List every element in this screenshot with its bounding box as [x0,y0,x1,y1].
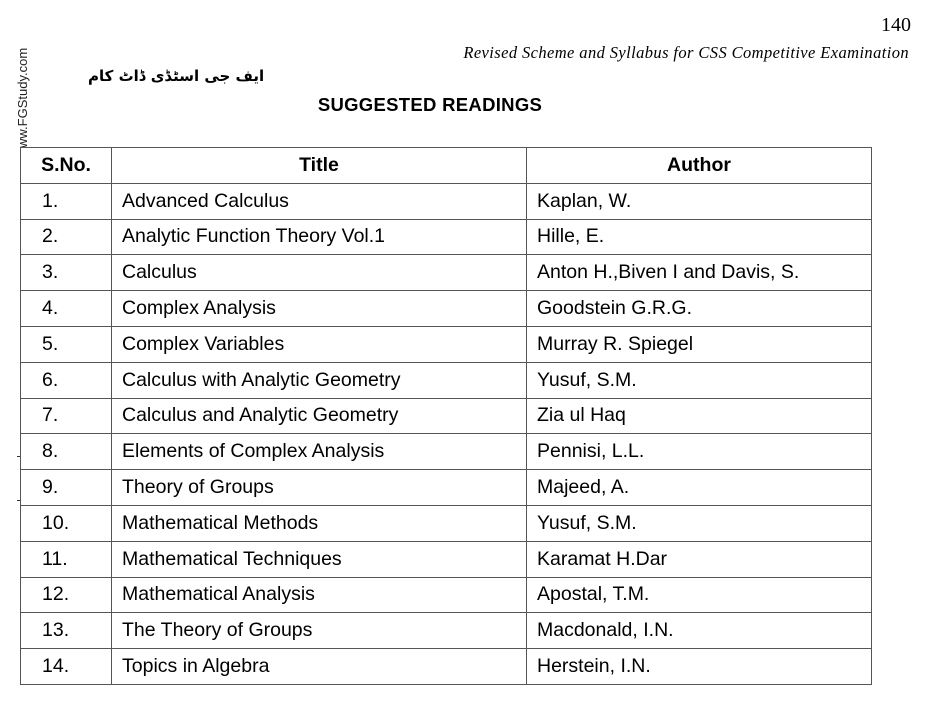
cell-author: Kaplan, W. [527,183,872,219]
cell-author: Karamat H.Dar [527,541,872,577]
table-row [21,219,872,255]
page-number: 140 [881,14,911,36]
side-watermark: ww.FGStudy.com [15,47,30,148]
cell-title: Theory of Groups [112,470,527,506]
column-header-author: Author [527,148,872,184]
cell-title: Mathematical Methods [112,505,527,541]
cell-sno: 9. [21,470,112,506]
cell-author: Yusuf, S.M. [527,362,872,398]
cell-sno: 5. [21,326,112,362]
cell-author: Macdonald, I.N. [527,613,872,649]
cell-title: The Theory of Groups [112,613,527,649]
table-header-row [21,148,872,184]
cell-title: Calculus and Analytic Geometry [112,398,527,434]
cell-author: Hille, E. [527,219,872,255]
section-heading: SUGGESTED READINGS [317,94,543,115]
table-row [21,183,872,219]
cell-title: Topics in Algebra [112,649,527,685]
cell-sno: 11. [21,541,112,577]
cell-sno: 10. [21,505,112,541]
cell-title: Calculus with Analytic Geometry [112,362,527,398]
table-row [21,362,872,398]
cell-title: Calculus [112,255,527,291]
cell-title: Mathematical Analysis [112,577,527,613]
running-header: Revised Scheme and Syllabus for CSS Competitive Examination [463,43,909,62]
cell-sno: 14. [21,649,112,685]
cell-author: Herstein, I.N. [527,649,872,685]
table-row [21,326,872,362]
column-header-title: Title [112,148,527,184]
cell-sno: 3. [21,255,112,291]
cell-title: Elements of Complex Analysis [112,434,527,470]
cell-sno: 1. [21,183,112,219]
cell-author: Apostal, T.M. [527,577,872,613]
cell-author: Anton H.,Biven I and Davis, S. [527,255,872,291]
table-row [21,291,872,327]
table-row [21,505,872,541]
cell-sno: 6. [21,362,112,398]
cell-title: Complex Analysis [112,291,527,327]
suggested-readings-table [20,147,872,685]
cell-author: Pennisi, L.L. [527,434,872,470]
cell-sno: 12. [21,577,112,613]
cell-sno: 8. [21,434,112,470]
urdu-watermark: ایف جی اسٹڈی ڈاٹ کام [88,67,265,85]
cell-title: Analytic Function Theory Vol.1 [112,219,527,255]
table-row [21,541,872,577]
table-row [21,398,872,434]
table-row [21,434,872,470]
table-row [21,649,872,685]
column-header-sno: S.No. [21,148,112,184]
cell-title: Mathematical Techniques [112,541,527,577]
cell-sno: 4. [21,291,112,327]
cell-title: Complex Variables [112,326,527,362]
cell-title: Advanced Calculus [112,183,527,219]
cell-sno: 7. [21,398,112,434]
cell-sno: 13. [21,613,112,649]
cell-author: Majeed, A. [527,470,872,506]
table-row [21,577,872,613]
cell-sno: 2. [21,219,112,255]
table-row [21,470,872,506]
cell-author: Murray R. Spiegel [527,326,872,362]
table-row [21,255,872,291]
cell-author: Zia ul Haq [527,398,872,434]
cell-author: Yusuf, S.M. [527,505,872,541]
table-row [21,613,872,649]
cell-author: Goodstein G.R.G. [527,291,872,327]
